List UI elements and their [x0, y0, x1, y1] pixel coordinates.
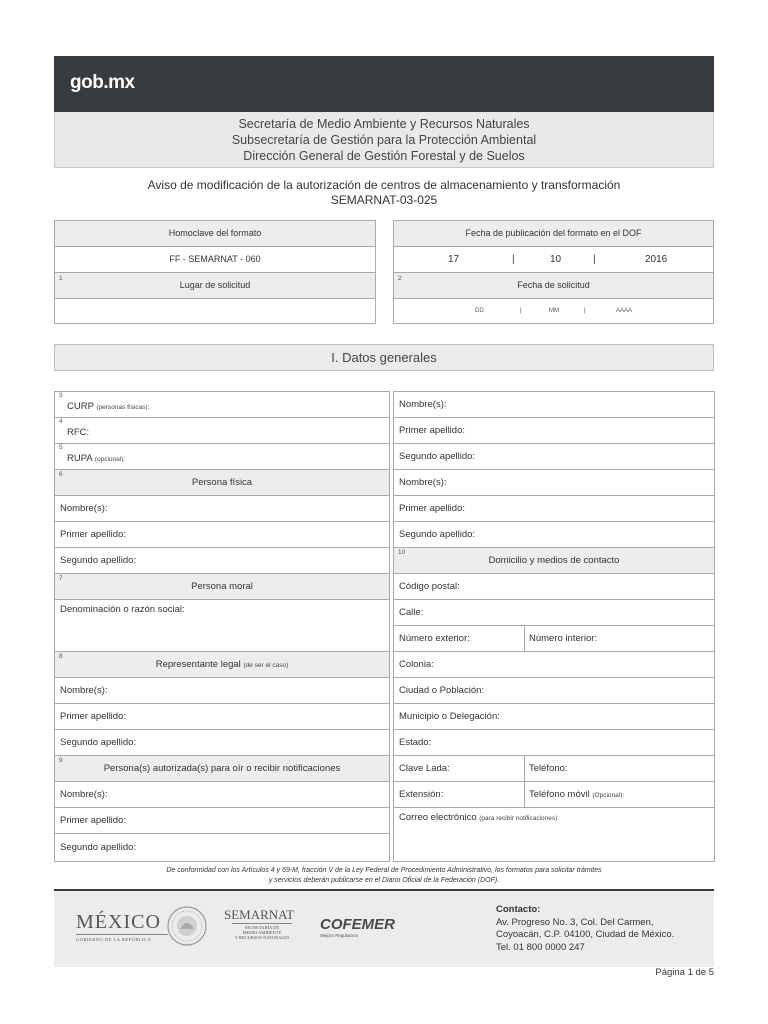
- top-bar: [54, 56, 714, 112]
- pub-year: 2016: [645, 254, 668, 265]
- contact-address-1: Av. Progreso No. 3, Col. Del Carmen,: [496, 916, 654, 928]
- agency-header: [54, 112, 714, 168]
- colonia-field[interactable]: Colonia:: [394, 652, 714, 678]
- dd-sep: |: [520, 308, 522, 314]
- rfc-label: RFC:: [67, 427, 90, 438]
- agency-line-1: Secretaría de Medio Ambiente y Recursos Naturales: [238, 117, 530, 131]
- estado-field[interactable]: Estado:: [394, 730, 714, 756]
- ciudad-field[interactable]: Ciudad o Población:: [394, 678, 714, 704]
- notif-primer-apellido-field[interactable]: Primer apellido:: [55, 808, 389, 834]
- r-primer-apellido-field[interactable]: Primer apellido:: [394, 418, 714, 444]
- r-primer-apellido-2-field[interactable]: Primer apellido:: [394, 496, 714, 522]
- municipio-field[interactable]: Municipio o Delegación:: [394, 704, 714, 730]
- agency-line-3: Dirección General de Gestión Forestal y de Suelos: [243, 149, 525, 163]
- aaaa-placeholder: AAAA: [616, 308, 633, 314]
- homoclave-table: [54, 220, 376, 324]
- pub-day: 17: [448, 254, 460, 265]
- representante-legal-header: 8 Representante legal (de ser el caso): [55, 652, 389, 678]
- extension-row: [394, 782, 714, 808]
- lada-row: [394, 756, 714, 782]
- fecha-table: [393, 220, 714, 324]
- homoclave-header: Homoclave del formato: [55, 221, 375, 247]
- cofemer-logo-text: COFEMER: [320, 916, 395, 933]
- contact-address-2: Coyoacán, C.P. 04100, Ciudad de México.: [496, 929, 675, 940]
- semarnat-logo-rule: [232, 923, 292, 924]
- extension-field[interactable]: Extensión:: [399, 789, 444, 800]
- page-number: Página 1 de 5: [655, 967, 714, 978]
- rl-primer-apellido-field[interactable]: Primer apellido:: [55, 704, 389, 730]
- mm-placeholder: MM: [549, 308, 559, 314]
- rupa-field[interactable]: 5 RUPA (opcional):: [55, 444, 389, 470]
- correo-field[interactable]: Correo electrónico (para recibir notificaciones):: [399, 812, 560, 823]
- rl-segundo-apellido-field[interactable]: Segundo apellido:: [55, 730, 389, 756]
- homoclave-value: FF - SEMARNAT - 060: [55, 247, 375, 273]
- form-code: SEMARNAT-03-025: [330, 193, 438, 207]
- mexico-logo-rule: [76, 934, 168, 935]
- notif-segundo-apellido-field[interactable]: Segundo apellido:: [60, 842, 137, 853]
- curp-note: (personas físicas):: [96, 404, 150, 411]
- pf-nombre-field[interactable]: Nombre(s):: [55, 496, 389, 522]
- semarnat-logo-subtitle: SECRETARÍA DE MEDIO AMBIENTE Y RECURSOS NATURALES: [234, 925, 290, 940]
- legal-footnote: De conformidad con los Artículos 4 y 69-M, fracción V de la Ley Federal de Procedimiento Administrativo, los formatos para solicitar trámites y servicios deberán publicarse en el Diario Oficial de la Federación (DOF).: [166, 867, 602, 884]
- contact-block: [496, 904, 674, 954]
- persona-moral-header: 7 Persona moral: [55, 574, 389, 600]
- curp-label: CURP: [67, 401, 94, 412]
- national-seal-icon: [166, 905, 208, 947]
- telefono-movil-field[interactable]: Teléfono móvil (Opcional):: [529, 789, 625, 800]
- fecha-publicacion-value: [394, 247, 713, 273]
- clave-lada-field[interactable]: Clave Lada:: [399, 763, 450, 774]
- contact-title: Contacto:: [496, 904, 541, 915]
- section-datos-generales: I. Datos generales: [54, 344, 714, 371]
- pub-month: 10: [550, 254, 562, 265]
- lugar-solicitud-header: 1 Lugar de solicitud: [55, 273, 375, 299]
- mm-sep: |: [584, 308, 586, 314]
- r-nombre-2-field[interactable]: Nombre(s):: [394, 470, 714, 496]
- rl-nombre-field[interactable]: Nombre(s):: [55, 678, 389, 704]
- persona-fisica-header: 6 Persona física: [55, 470, 389, 496]
- calle-field[interactable]: Calle:: [394, 600, 714, 626]
- contact-phone: Tel. 01 800 0000 247: [496, 941, 585, 953]
- notificaciones-header: 9 Persona(s) autorizada(s) para oír o recibir notificaciones: [55, 756, 389, 782]
- form-title-line-1: Aviso de modificación de la autorización de centros de almacenamiento y transformación: [147, 178, 621, 192]
- numero-interior-field[interactable]: Número interior:: [529, 633, 598, 644]
- gobmx-logo[interactable]: gob.mx: [70, 72, 135, 93]
- mexico-logo: MÉXICO: [76, 911, 161, 933]
- fecha-solicitud-header: 2 Fecha de solicitud: [394, 273, 713, 299]
- r-segundo-apellido-2-field[interactable]: Segundo apellido:: [394, 522, 714, 548]
- codigo-postal-field[interactable]: Código postal:: [394, 574, 714, 600]
- razon-social-field[interactable]: Denominación o razón social:: [55, 600, 389, 652]
- lugar-solicitud-field[interactable]: [55, 299, 375, 324]
- semarnat-logo: SEMARNAT: [224, 907, 295, 922]
- fecha-publicacion-header: Fecha de publicación del formato en el DOF: [394, 221, 713, 247]
- telefono-field[interactable]: Teléfono:: [529, 763, 568, 774]
- pub-sep-2: |: [593, 254, 596, 265]
- extension-divider: [524, 782, 525, 807]
- dd-placeholder: DD: [475, 308, 484, 314]
- cofemer-logo: [320, 913, 395, 933]
- pf-primer-apellido-field[interactable]: Primer apellido:: [55, 522, 389, 548]
- pub-sep-1: |: [512, 254, 515, 265]
- r-nombre-field[interactable]: Nombre(s):: [394, 392, 714, 418]
- datos-right-table: [393, 391, 715, 862]
- rfc-field[interactable]: 4 RFC:: [55, 418, 389, 444]
- mexico-logo-subtitle: GOBIERNO DE LA REPÚBLICA: [76, 937, 152, 942]
- notif-nombre-field[interactable]: Nombre(s):: [55, 782, 389, 808]
- datos-left-table: [54, 391, 390, 862]
- footer: [54, 889, 714, 967]
- lada-divider: [524, 756, 525, 781]
- rupa-note: (opcional):: [94, 456, 126, 463]
- r-segundo-apellido-field[interactable]: Segundo apellido:: [394, 444, 714, 470]
- cofemer-subtitle: Mejora Regulatoria: [320, 933, 359, 938]
- numero-exterior-field[interactable]: Número exterior:: [399, 633, 470, 644]
- agency-line-2: Subsecretaría de Gestión para la Protección Ambiental: [231, 133, 537, 147]
- numero-row: [394, 626, 714, 652]
- domicilio-header: 10 Domicilio y medios de contacto: [394, 548, 714, 574]
- pf-segundo-apellido-field[interactable]: Segundo apellido:: [55, 548, 389, 574]
- rupa-label: RUPA: [67, 453, 93, 464]
- form-title: [54, 178, 714, 208]
- curp-field[interactable]: 3 CURP (personas físicas):: [55, 392, 389, 418]
- fecha-solicitud-field[interactable]: [394, 299, 713, 324]
- numero-divider: [524, 626, 525, 651]
